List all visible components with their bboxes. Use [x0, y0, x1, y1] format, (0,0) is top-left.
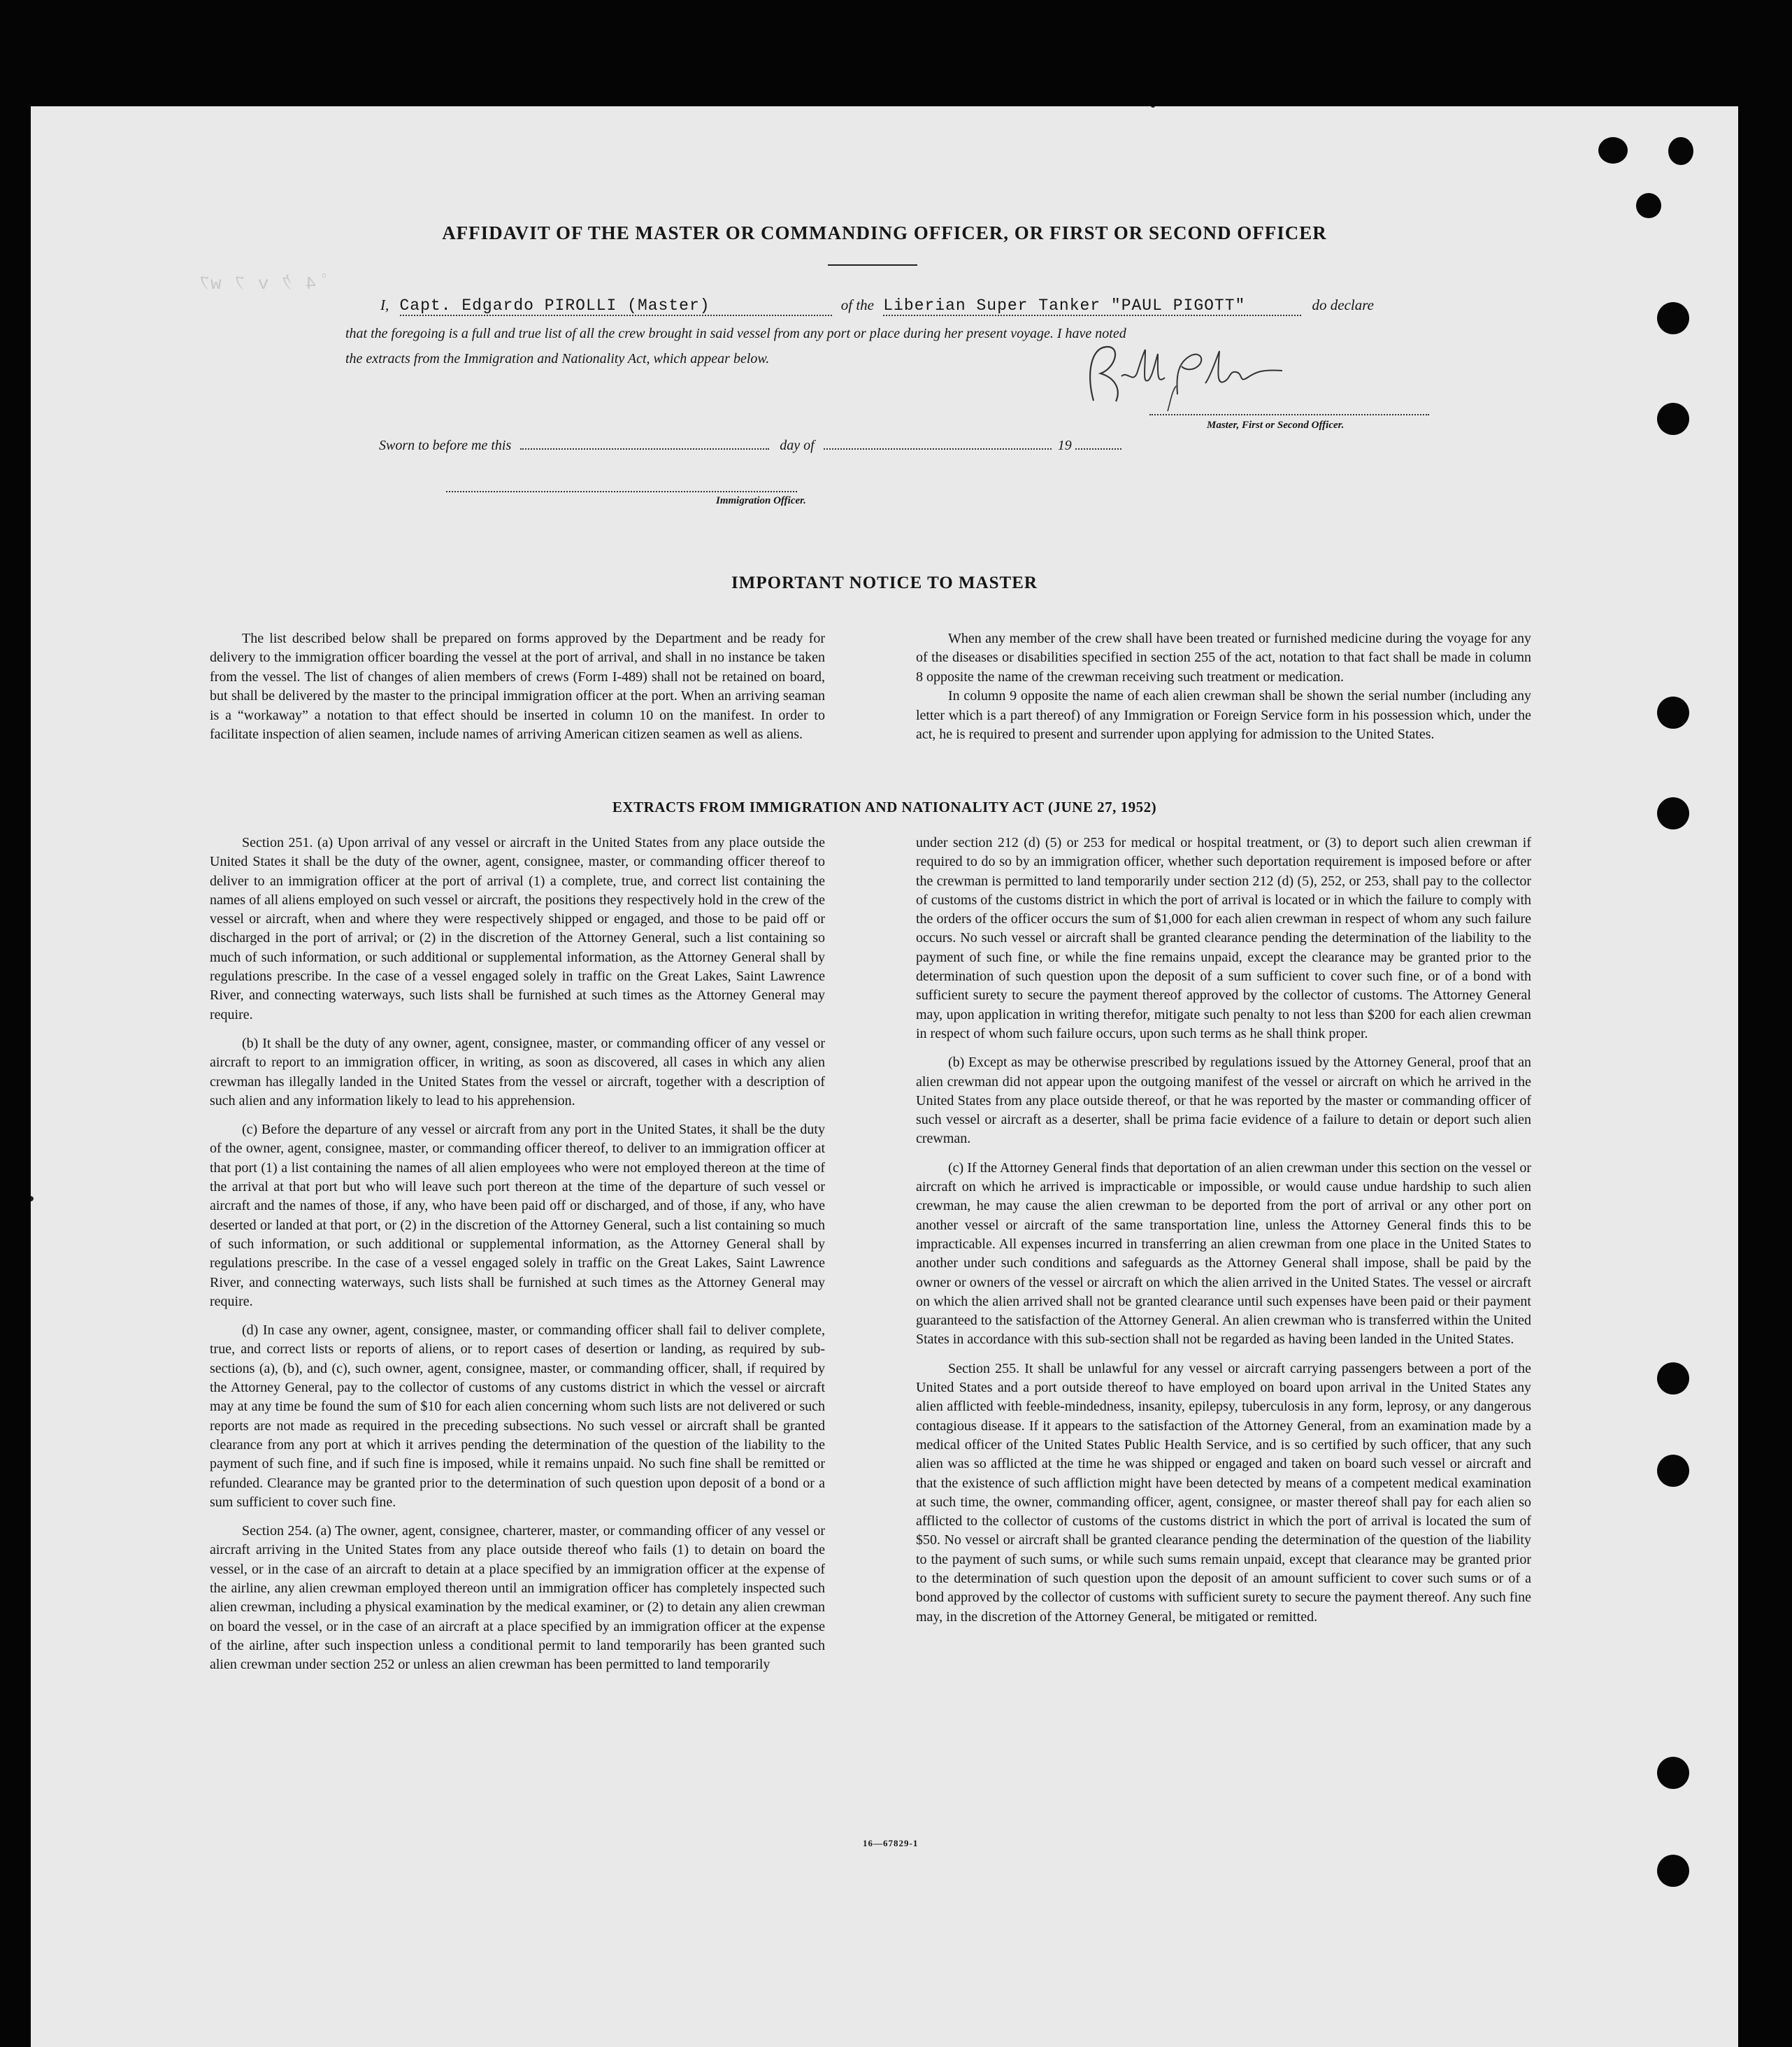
sworn-day-field[interactable] [520, 448, 769, 450]
declaration-prefix: I, [380, 297, 389, 313]
extracts-left-column [210, 834, 825, 1674]
punch-hole [1657, 797, 1689, 829]
act-paragraph: Section 255. It shall be unlawful for any vessel or aircraft carrying passengers between a port of the United States and a port outside thereof to have employed on board upon arrival in the United States any alien afflicted with feeble-mindedness, insanity, epilepsy, tuberculosis in any form, leprosy, or any dangerous contagious disease. If it appears to the satisfaction of the Attorney General, from an examination made by a medical officer of the United States Public Health Service, and is so certified by such officer, that any such alien was so afflicted at the time he was shipped or engaged and taken on board such vessel or aircraft and that the existence of such affliction might have been detected by means of a competent medical examination at such time, the owner, commanding officer, agent, consignee, or master thereof shall pay for each alien so afflicted to the collector of customs of the customs district in which the port of arrival is located the sum of $50. No vessel or aircraft shall be granted clearance pending the determination of the question of the liability to the payment of such sums, or while such sums remain unpaid, except that clearance may be granted prior to the determination of such question upon the deposit of an amount sufficient to cover such sums or of a bond approved by the collector of customs with sufficient surety to secure the payment thereof. Any such fine may, in the discretion of the Attorney General, be mitigated or remitted. [916, 1360, 1531, 1625]
form-code: 16—67829-1 [863, 1838, 919, 1848]
notice-title: IMPORTANT NOTICE TO MASTER [731, 573, 1038, 592]
vessel-name-field[interactable]: Liberian Super Tanker "PAUL PIGOTT" [883, 297, 1301, 316]
signature-line [1149, 414, 1429, 415]
scan-border [1738, 106, 1792, 2047]
act-paragraph: (b) It shall be the duty of any owner, agent, consignee, master, or commanding officer of any vessel or aircraft to report to an immigration officer, in writing, as soon as discovered, all cases in which any alien crewman has illegally landed in the United States from the vessel or aircraft, together with a description of such alien and any information likely to lead to his apprehension. [210, 1035, 825, 1108]
notice-left-column [210, 629, 825, 744]
year-prefix: 19 [1057, 438, 1072, 453]
punch-hole [1657, 1455, 1689, 1487]
act-paragraph: (d) In case any owner, agent, consignee, master, or commanding officer shall fail to deliver complete, true, and correct lists or reports of aliens, or to report cases of desertion or landing, as required by sub-sections (a), (b), and (c), such owner, agent, consignee, master, or commanding officer, shall, if required by the Attorney General, pay to the collector of customs of any customs district in which the vessel or aircraft may at any time be found the sum of $10 for each alien concerning whom such lists are not delivered or such reports are not made as required in the preceding subsections. No such vessel or aircraft shall be granted clearance from any port at which it arrives pending the determination of the question of the liability to the payment of such fine, and if such fine is imposed, while it remains unpaid. No such fine shall be remitted or refunded. Clearance may be granted prior to the determination of such question upon deposit of a bond or a sum sufficient to cover such fine. [210, 1322, 825, 1510]
punch-hole [1636, 193, 1661, 218]
ink-speck [31, 1196, 34, 1201]
affidavit-title: AFFIDAVIT OF THE MASTER OR COMMANDING OFFICER, OR FIRST OR SECOND OFFICER [442, 222, 1327, 243]
extracts-right-column [916, 834, 1531, 1627]
act-paragraph: Section 254. (a) The owner, agent, consignee, charterer, master, or commanding officer of any vessel or aircraft arriving in the United States from any place outside thereof who fails (1) to detain on board the vessel, or in the case of an aircraft to detain at a place specified by an immigration officer at the expense of the airline, any alien crewman employed thereon until an immigration officer has completely inspected such alien crewman, including a physical examination by the medical examiner, or (2) to detain any alien crewman on board the vessel, or in the case of an aircraft at a place specified by an immigration officer at the expense of the airline, after such inspection unless a conditional permit to land temporarily has been granted such alien crewman under section 252 or unless an alien crewman has been permitted to land temporarily [210, 1523, 825, 1673]
punch-hole [1657, 1855, 1689, 1887]
notice-right-column [916, 629, 1531, 744]
extracts-title: EXTRACTS FROM IMMIGRATION AND NATIONALITY ACT (JUNE 27, 1952) [612, 799, 1157, 815]
declaration-line-2: that the foregoing is a full and true list of all the crew brought in said vessel from any port or place during her present voyage. I have noted [345, 326, 1126, 341]
do-declare-label: do declare [1312, 297, 1374, 313]
sworn-line [379, 438, 1121, 454]
of-the-label: of the [840, 297, 874, 313]
punch-hole [1657, 1362, 1689, 1395]
officer-caption: Immigration Officer. [716, 495, 806, 506]
punch-hole [1668, 137, 1693, 165]
act-paragraph: (c) Before the departure of any vessel or aircraft from any port in the United States, it shall be the duty of the owner, agent, consignee, master, or commanding officer thereof, to deliver to an immigration officer at that port (1) a list containing the names of all alien employees who were not employed thereon at the time of the arrival at that port but who will leave such port thereon at the time of the departure of such vessel or aircraft and the names of those, if any, who have been paid off or discharged, and of those, if any, who have deserted or landed at that port, or (2) in the discretion of the Attorney General, such a list containing so much of such information, or such additional or supplemental information, as the Attorney General shall by regulations prescribe. In the case of a vessel engaged solely in traffic on the Great Lakes, Saint Lawrence River, and connecting waterways, such lists shall be furnished at such times as the Attorney General may require. [210, 1122, 825, 1309]
punch-hole [1657, 697, 1689, 729]
notice-paragraph: The list described below shall be prepared on forms approved by the Department and be ready for delivery to the immigration officer boarding the vessel at the port of arrival, and shall in no instance be taken from the vessel. The list of changes of alien members of crews (Form I-489) shall not be retained on board, but shall be delivered by the master to the principal immigration officer at the port. When an arriving seaman is a “workaway” a notation to that effect should be inserted in column 10 on the manifest. In order to facilitate inspection of alien seamen, include names of arriving American citizen seamen as well as aliens. [210, 631, 825, 743]
act-paragraph: Section 251. (a) Upon arrival of any vessel or aircraft in the United States from any place outside the United States it shall be the duty of the owner, agent, consignee, master, or commanding officer thereof to deliver to an immigration officer at the port of arrival (1) a complete, true, and correct list containing the names of all aliens employed on such vessel or aircraft, the positions they respectively hold in the crew of the vessel or aircraft, when and where they were respectively shipped or engaged, and those to be paid off or discharged in the port of arrival; or (2) in the discretion of the Attorney General, such a list containing so much of such information, or such additional or supplemental information, as the Attorney General shall by regulations prescribe. In the case of a vessel engaged solely in traffic on the Great Lakes, Saint Lawrence River, and connecting waterways, such lists shall be furnished at such times as the Attorney General may require. [210, 835, 825, 1022]
act-paragraph: under section 212 (d) (5) or 253 for medical or hospital treatment, or (3) to deport such alien crewman if required to do so by an immigration officer, whether such deportation requirement is imposed before or after the crewman is permitted to land temporarily under section 212 (d) (5), 252, or 253, shall pay to the collector of customs of the customs district in which the port of arrival is located or in which the failure to comply with the orders of the officer occurs the sum of $1,000 for each alien crewman in respect of whom any such failure occurs. No such vessel or aircraft shall be granted clearance pending the determination of the liability to the payment of such fine, or while the fine remains unpaid, except the clearance may be granted prior to the determination of such question upon the deposit of a sum sufficient to cover such fine, or of a bond with sufficient surety to secure the payment thereof approved by the collector of customs. The Attorney General may, upon application in writing therefor, mitigate such penalty to not less than $200 for each alien crewman in respect of whom such failure occurs, upon such terms as he shall think proper. [916, 835, 1531, 1041]
punch-hole [1657, 1757, 1689, 1789]
sworn-month-field[interactable] [824, 448, 1052, 450]
act-paragraph: (c) If the Attorney General finds that deportation of an alien crewman under this section on the vessel or aircraft on which he arrived is impracticable or impossible, or would cause undue hardship to such alien crewman, he may cause the alien crewman to be deported from the port of arrival or any other port on another vessel or aircraft of the same transportation line, unless the Attorney General finds this to be impracticable. All expenses incurred in transferring an alien crewman from one place in the United States to another under such conditions and safeguards as the Attorney General shall impose, shall be paid by the owner or owners of the vessel or aircraft on which the alien arrived in the United States. The vessel or aircraft on which the alien arrived shall not be granted clearance until such expenses have been paid or their payment guaranteed to the satisfaction of the Attorney General. An alien crewman who is transferred within the United States in accordance with this sub-section shall not be regarded as having been landed in the United States. [916, 1160, 1531, 1348]
sworn-prefix: Sworn to before me this [379, 438, 512, 453]
notice-paragraph: When any member of the crew shall have been treated or furnished medicine during the voyage for any of the diseases or disabilities specified in section 255 of the act, notation to that fact shall be made in column 8 opposite the name of the crewman receiving such treatment or medication. [916, 631, 1531, 685]
master-name-field[interactable]: Capt. Edgardo PIROLLI (Master) [400, 297, 832, 316]
officer-signature-line [446, 491, 797, 492]
sworn-year-field[interactable] [1075, 448, 1121, 450]
declaration-line-1 [380, 297, 1374, 316]
act-paragraph: (b) Except as may be otherwise prescribed by regulations issued by the Attorney General, proof that an alien crewman did not appear upon the outgoing manifest of the vessel or aircraft on which he arrived in the United States from any place outside thereof, or that he was reported by the master or commanding officer of such vessel or aircraft as a deserter, shall be prima facie evidence of a failure to detain or deport such alien crewman. [916, 1055, 1531, 1147]
master-signature [1073, 334, 1352, 418]
title-underline [828, 264, 917, 266]
punch-hole [1657, 403, 1689, 435]
day-of-label: day of [780, 438, 815, 453]
punch-hole [1657, 302, 1689, 334]
declaration-line-3: the extracts from the Immigration and Nationality Act, which appear below. [345, 351, 770, 366]
signature-caption: Master, First or Second Officer. [1207, 420, 1345, 431]
notice-paragraph: In column 9 opposite the name of each alien crewman shall be shown the serial number (including any letter which is a part thereof) of any Immigration or Foreign Service form in his possession which, under the act, he is required to present and surrender upon applying for admission to the United States. [916, 688, 1531, 743]
document-page [31, 106, 1738, 2047]
bleed-through-mark: ﾟ4 ｸ v ﾌ wﾌ [199, 273, 327, 294]
punch-hole [1598, 137, 1628, 164]
ink-speck [1151, 106, 1155, 108]
